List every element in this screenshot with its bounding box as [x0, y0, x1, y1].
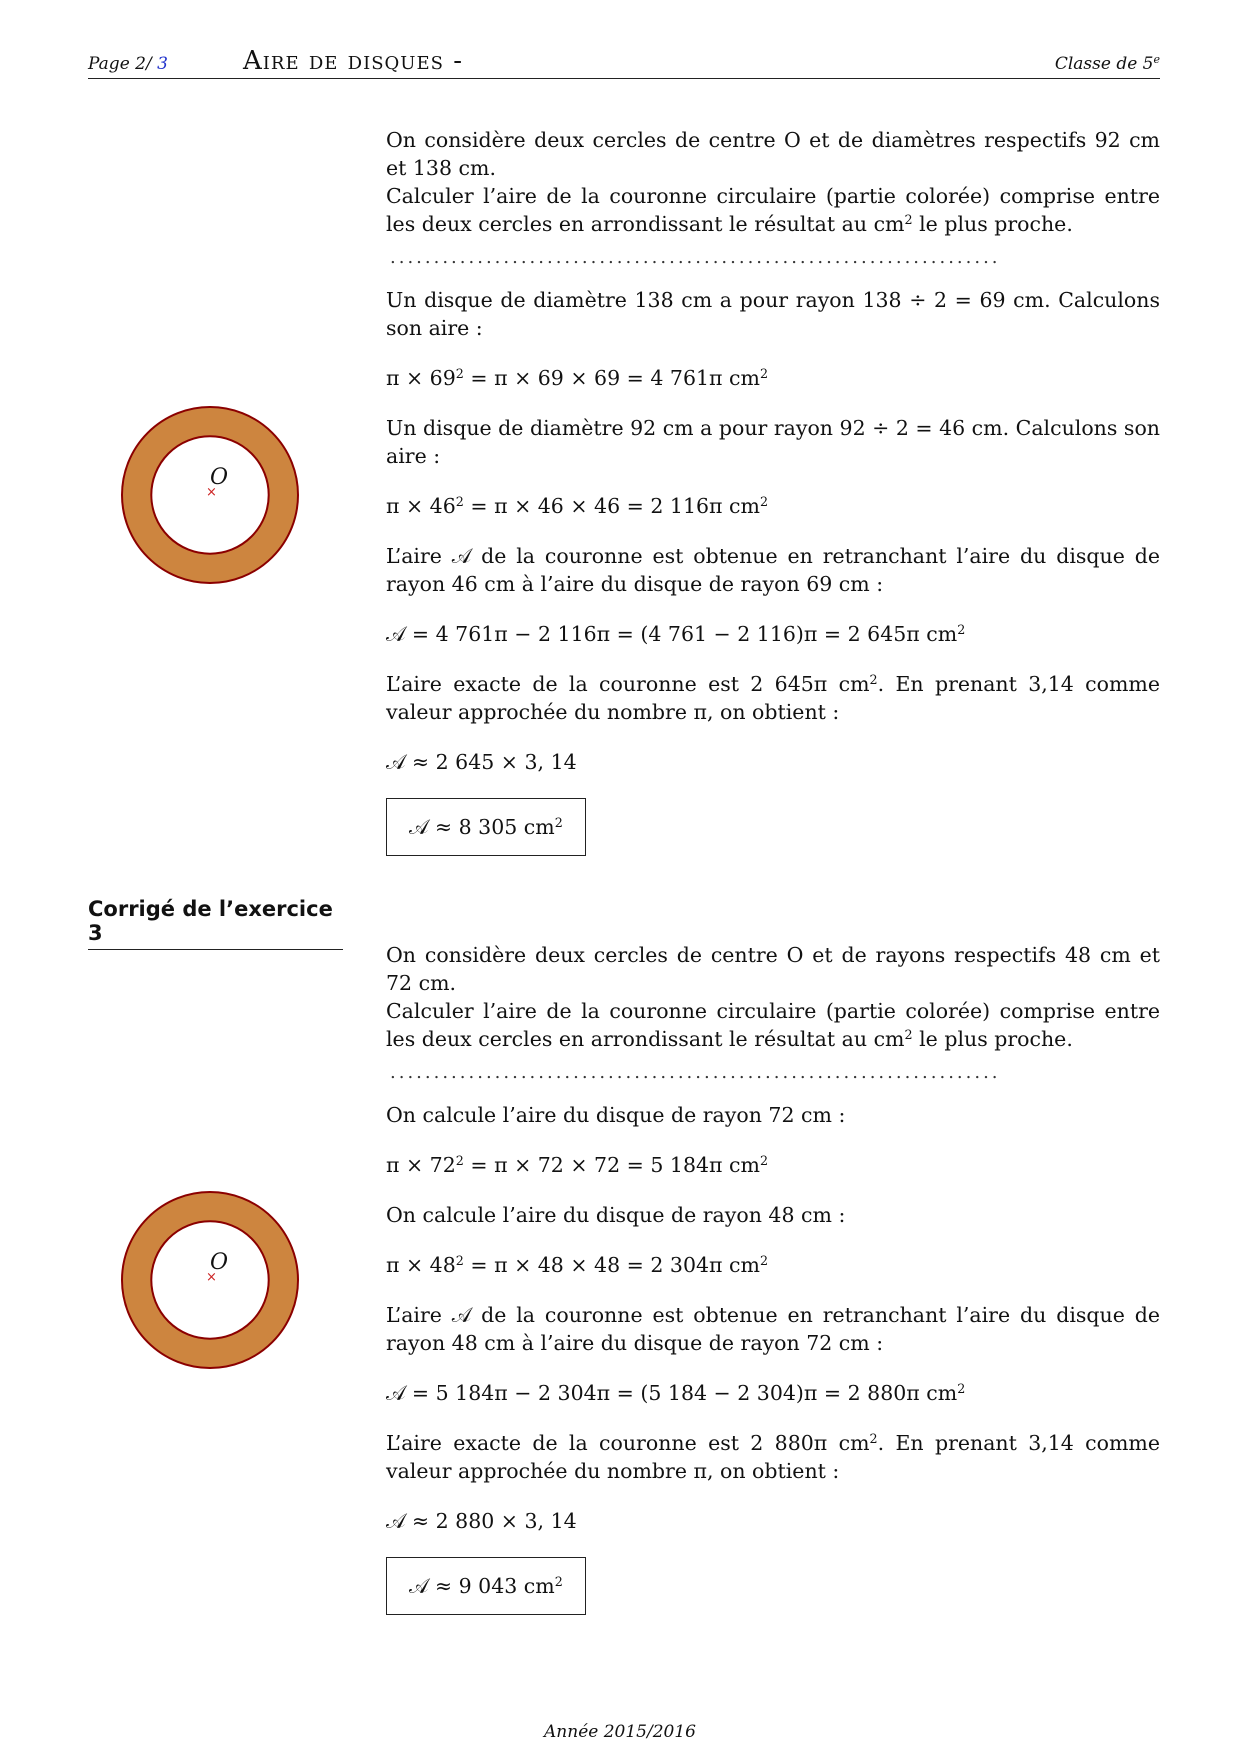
statement-1: On considère deux cercles de centre O et de diamètres respectifs 92 cm et 138 cm.	[386, 128, 1160, 180]
exercise2-block	[386, 126, 1160, 856]
center-label: O	[210, 1250, 229, 1275]
answer-dots: ......................................................................	[390, 247, 1001, 268]
center-mark: ×	[206, 1270, 217, 1285]
equation-4: 𝒜 ≈ 2 645 × 3, 14	[386, 750, 577, 774]
statement-2: Calculer l’aire de la couronne circulaire (partie colorée) comprise entre les deux cercles en arrondissant le résultat au $cm^2$ le plus proche.	[386, 184, 1160, 236]
solution-line-1: On calcule l’aire du disque de rayon 72 cm :	[386, 1103, 846, 1127]
result-box: 𝒜 ≈ 8 305 $cm^2$	[386, 798, 586, 856]
page-total-link[interactable]: 3	[157, 54, 168, 74]
statement-2: Calculer l’aire de la couronne circulaire (partie colorée) comprise entre les deux cercles en arrondissant le résultat au $cm^2$ le plus proche.	[386, 999, 1160, 1051]
solution-line-4: L’aire exacte de la couronne est 2 880π $cm^2$. En prenant 3,14 comme valeur approchée du nombre π, on obtient :	[386, 1431, 1161, 1483]
exercise3-block	[386, 941, 1160, 1615]
ring-figure-ex3	[110, 1180, 310, 1380]
section-title-exercise-3: Corrigé de l’exercice 3	[88, 897, 343, 950]
equation-4: 𝒜 ≈ 2 880 × 3, 14	[386, 1509, 577, 1533]
statement-1: On considère deux cercles de centre O et de rayons respectifs 48 cm et 72 cm.	[386, 943, 1160, 995]
solution-line-2: Un disque de diamètre 92 cm a pour rayon 92 ÷ 2 = 46 cm. Calculons son aire :	[386, 416, 1160, 468]
center-label: O	[210, 465, 229, 490]
solution-line-3: L’aire 𝒜 de la couronne est obtenue en retranchant l’aire du disque de rayon 46 cm à l’aire du disque de rayon 69 cm :	[386, 544, 1160, 596]
solution-line-4: L’aire exacte de la couronne est 2 645π $cm^2$. En prenant 3,14 comme valeur approchée du nombre π, on obtient :	[386, 672, 1161, 724]
class-label: Classe de 5e	[1054, 52, 1160, 74]
solution-line-1: Un disque de diamètre 138 cm a pour rayon 138 ÷ 2 = 69 cm. Calculons son aire :	[386, 288, 1160, 340]
solution-line-2: On calcule l’aire du disque de rayon 48 cm :	[386, 1203, 846, 1227]
equation-1: $\pi \times 69^2 = \pi \times 69 \times 69 = 4$ 761π $cm^2$	[386, 366, 769, 390]
page-number: Page 2/ 3	[88, 54, 168, 74]
page-header	[88, 44, 1160, 79]
page-footer: Année 2015/2016	[544, 1722, 696, 1742]
equation-2: $\pi \times 46^2 = \pi \times 46 \times 46 = 2$ 116π $cm^2$	[386, 494, 769, 518]
ring-figure-ex2	[110, 395, 310, 595]
equation-3: 𝒜 = 5 184π − 2 304π = (5 184 − 2 304)π = 2 880π $cm^2$	[386, 1381, 966, 1405]
answer-dots: ......................................................................	[390, 1062, 1001, 1083]
equation-2: $\pi \times 48^2 = \pi \times 48 \times 48 = 2$ 304π $cm^2$	[386, 1253, 769, 1277]
equation-3: 𝒜 = 4 761π − 2 116π = (4 761 − 2 116)π = 2 645π $cm^2$	[386, 622, 966, 646]
center-mark: ×	[206, 485, 217, 500]
document-title: Aire de disques -	[243, 46, 463, 76]
result-box: 𝒜 ≈ 9 043 $cm^2$	[386, 1557, 586, 1615]
solution-line-3: L’aire 𝒜 de la couronne est obtenue en retranchant l’aire du disque de rayon 48 cm à l’aire du disque de rayon 72 cm :	[386, 1303, 1160, 1355]
equation-1: $\pi \times 72^2 = \pi \times 72 \times 72 = 5$ 184π $cm^2$	[386, 1153, 769, 1177]
